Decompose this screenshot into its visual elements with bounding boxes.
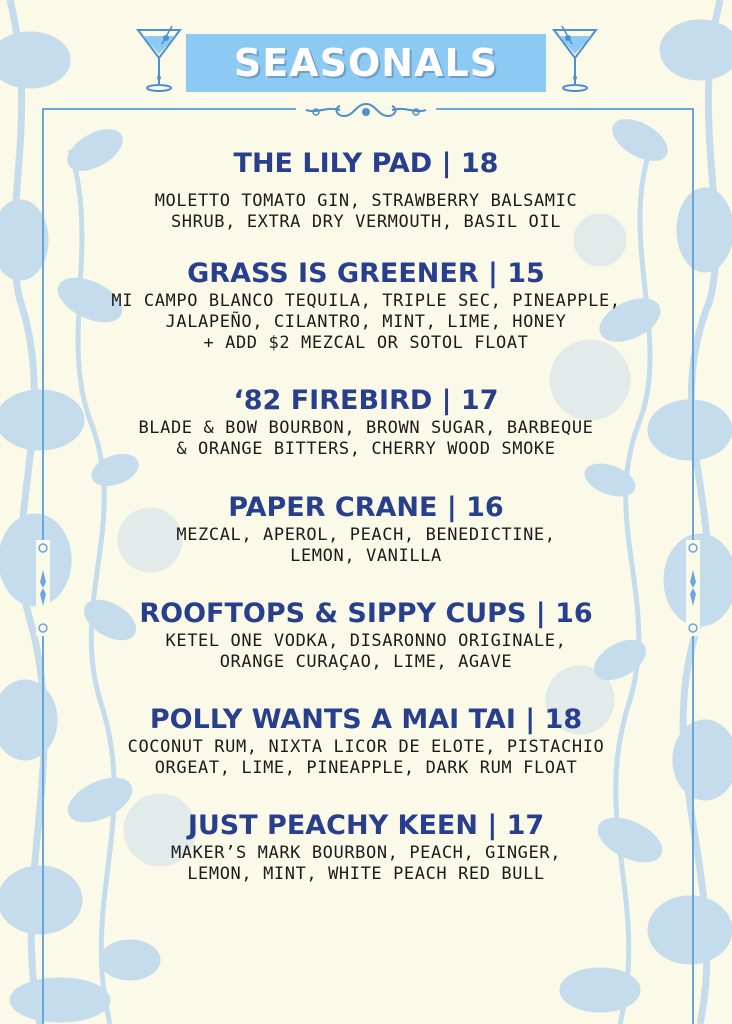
menu-item bbox=[60, 384, 672, 460]
item-description-line: ORGEAT, LIME, PINEAPPLE, DARK RUM FLOAT bbox=[154, 758, 578, 778]
page-title: SEASONALS bbox=[233, 41, 499, 85]
item-description-line: MAKER’S MARK BOURBON, PEACH, GINGER, bbox=[170, 843, 562, 863]
menu-item bbox=[60, 147, 672, 233]
menu-list bbox=[60, 147, 672, 885]
item-description-line: SHRUB, EXTRA DRY VERMOUTH, BASIL OIL bbox=[170, 212, 562, 232]
menu-item bbox=[60, 491, 672, 567]
item-description-line: + ADD $2 MEZCAL OR SOTOL FLOAT bbox=[203, 333, 529, 353]
martini-glass-icon bbox=[550, 24, 600, 96]
item-title: ROOFTOPS & SIPPY CUPS | 16 bbox=[139, 598, 593, 629]
menu-item bbox=[60, 257, 672, 354]
side-ornament-icon bbox=[686, 540, 700, 636]
item-title: PAPER CRANE | 16 bbox=[228, 492, 504, 523]
item-title: JUST PEACHY KEEN | 17 bbox=[187, 810, 545, 841]
item-description-line: MEZCAL, APEROL, PEACH, BENEDICTINE, bbox=[176, 525, 556, 545]
side-ornament-icon bbox=[36, 540, 50, 636]
item-description-line: LEMON, VANILLA bbox=[290, 546, 442, 566]
item-description-line: BLADE & BOW BOURBON, BROWN SUGAR, BARBEQUE bbox=[138, 418, 594, 438]
menu-item bbox=[60, 703, 672, 779]
scroll-ornament-icon bbox=[296, 96, 436, 124]
item-description-line: COCONUT RUM, NIXTA LICOR DE ELOTE, PISTACHIO bbox=[127, 737, 605, 757]
header-banner bbox=[186, 34, 546, 92]
item-description-line: MI CAMPO BLANCO TEQUILA, TRIPLE SEC, PINEAPPLE, bbox=[111, 291, 621, 311]
item-title: GRASS IS GREENER | 15 bbox=[187, 258, 545, 289]
item-title: POLLY WANTS A MAI TAI | 18 bbox=[149, 704, 583, 735]
martini-glass-icon bbox=[134, 24, 184, 96]
item-description-line: & ORANGE BITTERS, CHERRY WOOD SMOKE bbox=[176, 439, 556, 459]
item-description-line: KETEL ONE VODKA, DISARONNO ORIGINALE, bbox=[165, 631, 567, 651]
menu-item bbox=[60, 597, 672, 673]
item-description-line: LEMON, MINT, WHITE PEACH RED BULL bbox=[187, 864, 545, 884]
item-description-line: ORANGE CURAÇAO, LIME, AGAVE bbox=[219, 652, 513, 672]
item-title: THE LILY PAD | 18 bbox=[233, 148, 499, 179]
menu-item bbox=[60, 809, 672, 885]
item-description-line: MOLETTO TOMATO GIN, STRAWBERRY BALSAMIC bbox=[154, 191, 578, 211]
item-title: ‘82 FIREBIRD | 17 bbox=[233, 385, 499, 416]
item-description-line: JALAPEÑO, CILANTRO, MINT, LIME, HONEY bbox=[165, 312, 567, 332]
